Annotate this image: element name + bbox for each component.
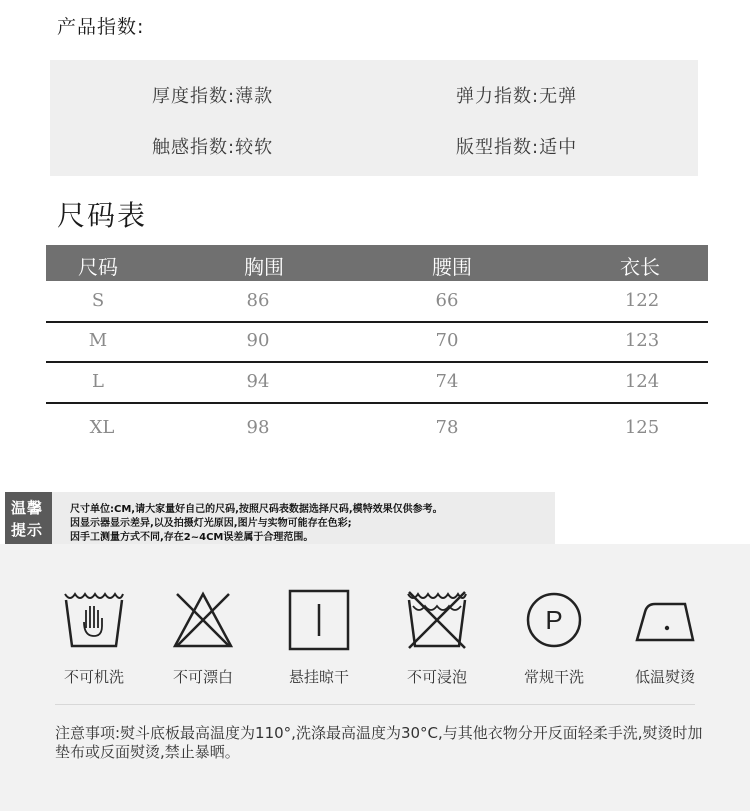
care-label: 不可浸泡: [406, 668, 467, 686]
cell-chest: 90: [246, 330, 270, 351]
cell-length: 122: [624, 290, 660, 311]
care-item-low-iron: [615, 588, 715, 698]
header-size: 尺码: [78, 255, 118, 279]
cell-waist: 74: [435, 371, 459, 392]
care-item-dry-clean: [504, 588, 604, 698]
cell-length: 125: [624, 417, 660, 438]
table-row: [46, 281, 708, 323]
tips-label: [5, 492, 52, 544]
softness-label: 触感指数:: [152, 137, 236, 158]
cell-chest: 98: [246, 417, 270, 438]
cell-size: M: [88, 330, 108, 351]
cell-chest: 94: [246, 371, 270, 392]
header-length: 衣长: [620, 255, 660, 279]
elasticity-value: 无弹: [539, 86, 578, 107]
care-label: 不可漂白: [172, 668, 233, 686]
cell-size: L: [92, 371, 104, 392]
low-iron-icon: [633, 588, 697, 652]
care-divider: [55, 704, 695, 705]
no-soak-icon: [405, 588, 469, 652]
thickness-index: [152, 82, 273, 108]
softness-index: [152, 133, 273, 159]
care-item-no-soak: [387, 588, 487, 698]
no-machine-wash-icon: [62, 588, 126, 652]
size-table-header: [46, 245, 708, 281]
tip-line-color: 因显示器显示差异,以及拍摄灯光原因,图片与实物可能存在色彩;: [70, 518, 352, 529]
care-label: 悬挂晾干: [288, 668, 349, 686]
table-row: [46, 362, 708, 404]
tip-line-error: 因手工测量方式不同,存在2~4CM误差属于合理范围。: [70, 532, 314, 543]
care-label: 低温熨烫: [634, 668, 695, 686]
cell-waist: 66: [435, 290, 459, 311]
header-chest: 胸围: [244, 255, 284, 279]
softness-value: 较软: [235, 137, 274, 158]
tips-panel: [5, 492, 555, 545]
tips-label-line1: 温馨: [11, 499, 44, 517]
cell-length: 124: [624, 371, 660, 392]
product-index-panel: [50, 60, 698, 176]
care-item-no-machine-wash: [44, 588, 144, 698]
tips-label-line2: 提示: [11, 521, 44, 539]
hang-dry-icon: [287, 588, 351, 652]
cell-size: XL: [89, 417, 115, 438]
care-label: 不可机洗: [63, 668, 124, 686]
tip-line-unit: 尺寸单位:CM,请大家量好自己的尺码,按照尺码表数据选择尺码,模特效果仅供参考。: [70, 504, 443, 515]
table-row: [46, 408, 708, 448]
care-notice: 注意事项:熨斗底板最高温度为110°,洗涤最高温度为30°C,与其他衣物分开反面轻柔手洗,熨烫时加垫布或反面熨烫,禁止暴晒。: [55, 724, 703, 761]
cell-length: 123: [624, 330, 660, 351]
header-waist: 腰围: [432, 255, 472, 279]
cell-waist: 78: [435, 417, 459, 438]
thickness-label: 厚度指数:: [152, 86, 236, 107]
care-item-hang-dry: [269, 588, 369, 698]
fit-value: 适中: [539, 137, 578, 158]
care-label: 常规干洗: [523, 668, 584, 686]
table-row: [46, 321, 708, 363]
elasticity-index: [456, 82, 577, 108]
dry-clean-icon: [522, 588, 586, 652]
fit-index: [456, 133, 577, 159]
care-item-no-bleach: [153, 588, 253, 698]
size-chart-title: 尺码表: [57, 199, 148, 232]
no-bleach-icon: [171, 588, 235, 652]
thickness-value: 薄款: [235, 86, 274, 107]
cell-waist: 70: [435, 330, 459, 351]
dry-clean-symbol: P: [545, 605, 563, 635]
elasticity-label: 弹力指数:: [456, 86, 540, 107]
fit-label: 版型指数:: [456, 137, 540, 158]
cell-chest: 86: [246, 290, 270, 311]
product-index-title: 产品指数:: [57, 16, 145, 38]
cell-size: S: [91, 290, 105, 311]
